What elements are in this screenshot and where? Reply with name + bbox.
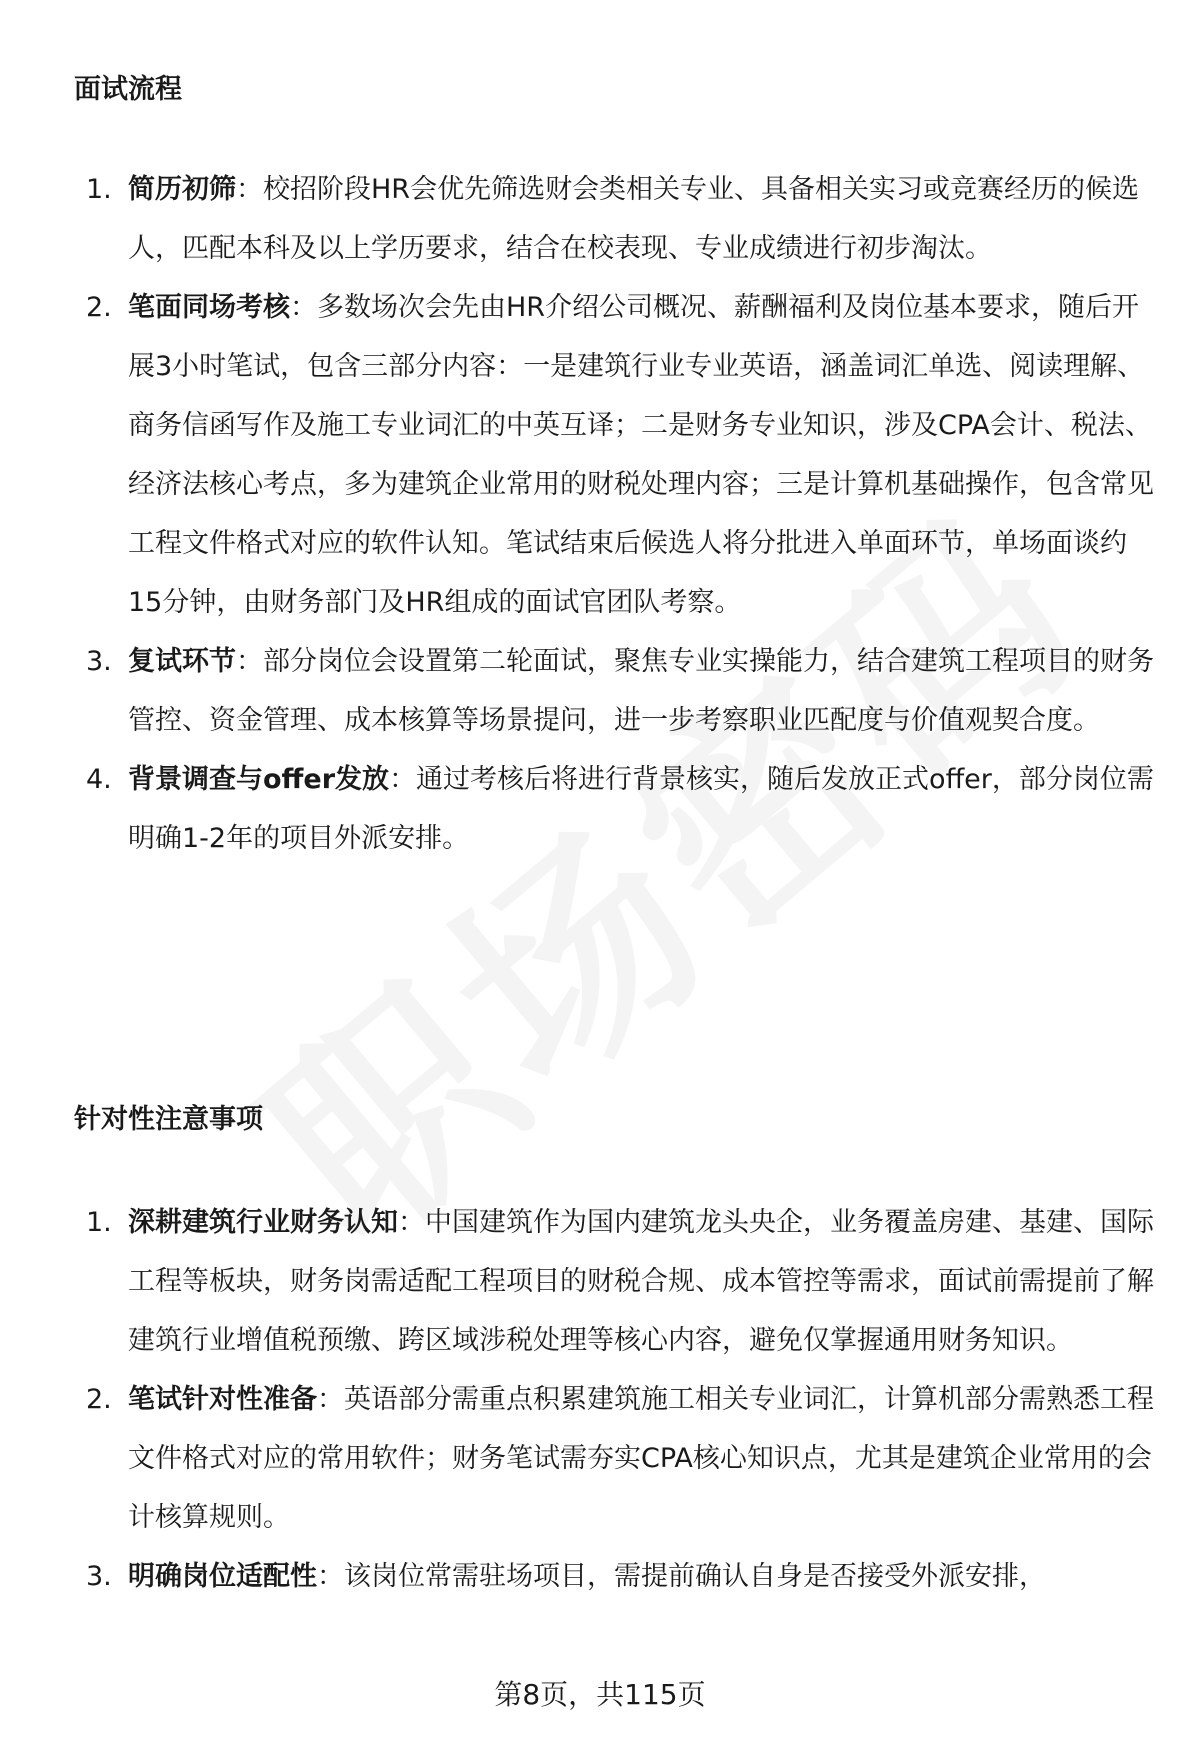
list-item (0, 1547, 1160, 1606)
item-text: ：校招阶段HR会优先筛选财会类相关专业、具备相关实习或竞赛经历的候选人，匹配本科及以上学历要求，结合在校表现、专业成绩进行初步淘汰。 (128, 174, 1140, 264)
item-text: ：英语部分需重点积累建筑施工相关专业词汇，计算机部分需熟悉工程文件格式对应的常用软件；财务笔试需夯实CPA核心知识点，尤其是建筑企业常用的会计核算规则。 (128, 1384, 1154, 1533)
list-item (0, 1193, 1160, 1370)
list-item (0, 160, 1160, 278)
list-item (0, 750, 1160, 868)
list-item (0, 632, 1160, 750)
list-number: 1. (86, 174, 112, 205)
list-number: 2. (86, 1384, 112, 1415)
item-label: 明确岗位适配性 (128, 1561, 317, 1592)
section-title-notes: 针对性注意事项 (74, 1104, 263, 1135)
item-label: 笔面同场考核 (128, 292, 290, 323)
item-label: 复试环节 (128, 646, 236, 677)
item-text: ：部分岗位会设置第二轮面试，聚焦专业实操能力，结合建筑工程项目的财务管控、资金管理、成本核算等场景提问，进一步考察职业匹配度与价值观契合度。 (128, 646, 1154, 736)
list-number: 2. (86, 292, 112, 323)
notes-list (0, 1193, 1160, 1606)
interview-process-list (0, 160, 1160, 868)
item-text: ：该岗位常需驻场项目，需提前确认自身是否接受外派安排， (317, 1561, 1046, 1592)
item-text: ：通过考核后将进行背景核实，随后发放正式offer，部分岗位需明确1-2年的项目外派安排。 (128, 764, 1154, 854)
item-label: 笔试针对性准备 (128, 1384, 317, 1415)
item-label: 背景调查与offer发放 (128, 764, 390, 795)
list-item (0, 278, 1160, 632)
item-text: ：中国建筑作为国内建筑龙头央企，业务覆盖房建、基建、国际工程等板块，财务岗需适配工程项目的财税合规、成本管控等需求，面试前需提前了解建筑行业增值税预缴、跨区域涉税处理等核心内容，避免仅掌握通用财务知识。 (128, 1207, 1154, 1356)
list-number: 1. (86, 1207, 112, 1238)
section-title-interview-process: 面试流程 (74, 74, 182, 105)
item-text: ：多数场次会先由HR介绍公司概况、薪酬福利及岗位基本要求，随后开展3小时笔试，包含三部分内容：一是建筑行业专业英语，涵盖词汇单选、阅读理解、商务信函写作及施工专业词汇的中英互译；二是财务专业知识，涉及CPA会计、税法、经济法核心考点，多为建筑企业常用的财税处理内容；三是计算机基础操作，包含常见工程文件格式对应的软件认知。笔试结束后候选人将分批进入单面环节，单场面谈约15分钟，由财务部门及HR组成的面试官团队考察。 (128, 292, 1154, 618)
item-label: 深耕建筑行业财务认知 (128, 1207, 398, 1238)
list-item (0, 1370, 1160, 1547)
item-label: 简历初筛 (128, 174, 236, 205)
list-number: 3. (86, 1561, 112, 1592)
list-number: 3. (86, 646, 112, 677)
page-number: 第8页，共115页 (494, 1678, 706, 1711)
list-number: 4. (86, 764, 112, 795)
